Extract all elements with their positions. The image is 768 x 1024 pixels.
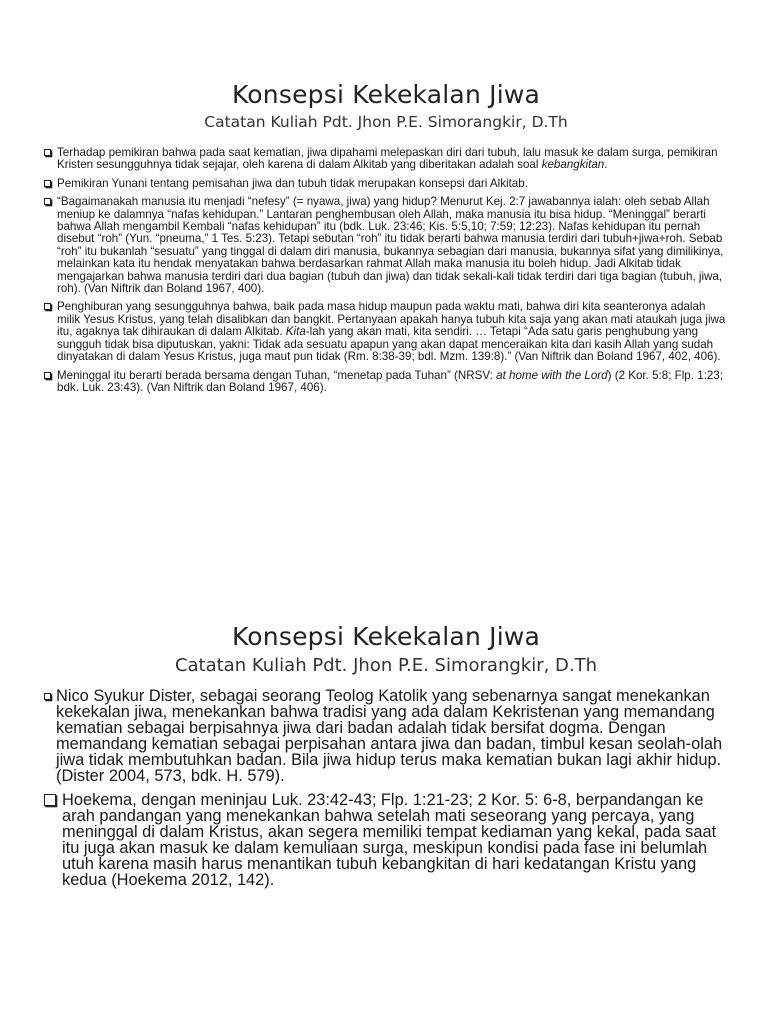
- bullet-text-after: .: [604, 158, 608, 172]
- bullet-text: Meninggal itu berarti berada bersama dengan Tuhan, “menetap pada Tuhan” (NRSV:: [57, 368, 497, 382]
- checkbox-bullet-icon: [44, 198, 51, 205]
- bullet-italic-text: at home with the Lord: [496, 368, 608, 382]
- checkbox-bullet-icon: [44, 693, 51, 700]
- list-item: [44, 370, 728, 395]
- bullet-italic-text: Kita: [285, 325, 306, 339]
- bullet-text-after: -lah yang akan mati, kita sendiri. … Tetapi “Ada satu garis penghubung yang sungguh tidak bisa diputuskan, yakni: Tidak ada sesuatu apapun yang akan dapat menceraikan kita dari kasih Allah yang sudah dinyatakan di dalam Yesus Kristus, juga maut pun tidak (Rm. 8:38-39; bdl. Mzm. 139:8).” (Van Niftrik dan Boland 1967, 402, 406).: [57, 325, 721, 364]
- bullet-text: Penghiburan yang sesungguhnya bahwa, baik pada masa hidup maupun pada waktu mati, bahwa diri kita seanteronya adalah milik Yesus Kristus, yang telah disalibkan dan bangkit. Pertanyaan apakah hanya tubuh kita saja yang akan mati ataukah juga jiwa itu, agaknya tak dihiraukan di dalam Alkitab.: [57, 300, 726, 339]
- list-item: [44, 301, 728, 363]
- slide-1-title: Konsepsi Kekekalan Jiwa: [231, 80, 541, 109]
- bullet-text: Pemikiran Yunani tentang pemisahan jiwa dan tubuh tidak merupakan konsepsi dari Alkitab.: [57, 176, 528, 190]
- list-item: [44, 792, 728, 888]
- bullet-text-after: ) (2 Kor. 5:8; Flp. 1:23; bdk. Luk. 23:43). (Van Niftrik dan Boland 1967, 406).: [57, 368, 723, 394]
- bullet-text: Hoekema, dengan meninjau Luk. 23:42-43; Flp. 1:21-23; 2 Kor. 5: 6-8, berpandangan ke arah pandangan yang menekankan bahwa setelah mati seseorang yang percaya, yang meninggal di dalam Kristus, akan segera memiliki tempat kediaman yang kekal, pada saat itu juga akan masuk ke dalam kemuliaan surga, meskipun kondisi pada fase ini belumlah utuh karena masih harus menantikan tubuh kebangkitan di hari kedatangan Kristu yang kedua (Hoekema 2012, 142).: [62, 791, 717, 889]
- slide-2-subtitle: Catatan Kuliah Pdt. Jhon P.E. Simorangkir, D.Th: [174, 655, 598, 676]
- bullet-text: Nico Syukur Dister, sebagai seorang Teolog Katolik yang sebenarnya sangat menekankan kekekalan jiwa, menekankan bahwa tradisi yang ada dalam Kekristenan yang memandang kematian sebagai berpisahnya jiwa dari badan adalah tidak bersifat dogma. Dengan memandang kematian sebagai perpisahan antara jiwa dan badan, timbul kesan seolah-olah jiwa tidak membutuhkan badan. Bila jiwa hidup terus maka kematian bukan lagi akhir hidup. (Dister 2004, 573, bdk. H. 579).: [56, 687, 723, 785]
- checkbox-bullet-icon: [44, 149, 51, 156]
- slide-1-subtitle: Catatan Kuliah Pdt. Jhon P.E. Simorangkir, D.Th: [204, 113, 568, 131]
- list-item: [44, 196, 728, 295]
- checkbox-bullet-icon: [44, 794, 56, 806]
- list-item: [44, 147, 728, 172]
- slide-1-bullet-list: [44, 147, 728, 394]
- bullet-text: “Bagaimanakah manusia itu menjadi “nefesy” (= nyawa, jiwa) yang hidup? Menurut Kej. 2:7 jawabannya ialah: oleh sebab Allah meniup ke dalamnya “nafas kehidupan.” Lantaran penghembusan oleh Allah, maka manusia itu bisa hidup. “Meninggal” berarti bahwa Allah mengambil Kembali “nafas kehidupan” itu (bdk. Luk. 23:46; Kis. 5:5,10; 7:59; 12:23). Nafas kehidupan itu pernah disebut “roh” (Yun. “pneuma,” 1 Tes. 5:23). Tetapi sebutan “roh” itu tidak berarti bahwa manusia terdiri dari tubuh+jiwa+roh. Sebab “roh” itu bukanlah “sesuatu” yang tinggal di dalam diri manusia, bukannya sebagian dari manusia, bukannya sifat yang dimilikinya, melainkan kata itu hendak menyatakan bahwa berdasarkan rahmat Allah maka manusia itu boleh hidup. Jadi Alkitab tidak mengajarkan bahwa manusia terdiri dari dua bagian (tubuh dan jiwa) dan tidak sekali-kali tidak terdiri dari tiga bagian (tubuh, jiwa, roh). (Van Niftrik dan Boland 1967, 400).: [57, 195, 724, 296]
- list-item: [44, 178, 728, 190]
- checkbox-bullet-icon: [44, 180, 51, 187]
- checkbox-bullet-icon: [44, 372, 51, 379]
- checkbox-bullet-icon: [44, 303, 51, 310]
- slide-2: [0, 512, 768, 1024]
- bullet-text: Terhadap pemikiran bahwa pada saat kematian, jiwa dipahami melepaskan diri dari tubuh, lalu masuk ke dalam surga, pemikiran Kristen sesungguhnya tidak sejajar, oleh karena di dalam Alkitab yang diberitakan adalah soal: [57, 146, 718, 172]
- list-item: [44, 688, 728, 784]
- bullet-italic-text: kebangkitan: [541, 158, 605, 172]
- slide-2-title: Konsepsi Kekekalan Jiwa: [231, 622, 541, 651]
- slide-2-bullet-list: [44, 688, 728, 888]
